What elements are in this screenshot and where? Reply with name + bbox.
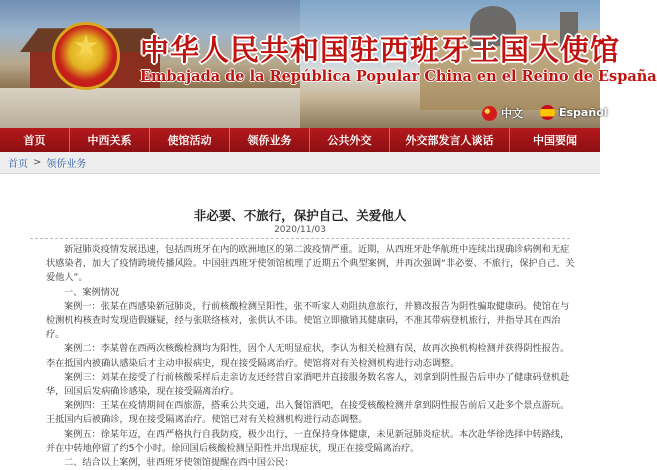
nav-item-spokesperson[interactable]: 外交部发言人谈话 — [390, 128, 510, 152]
title-divider — [30, 238, 570, 239]
nav-item-relations[interactable]: 中西关系 — [70, 128, 150, 152]
nav-item-home[interactable]: 首页 — [0, 128, 70, 152]
breadcrumb-current-link[interactable]: 领侨业务 — [46, 159, 87, 170]
article-paragraph-case-5: 案例五：徐某年迈，在西严格执行自我防疫，极少出行，一直保持身体健康，未见新冠肺炎症状。本次赴华徐选择中转路线，并在中转地停留了约5个小时。徐回国后核酸检测呈阳性并出现症状，现正在接受隔离治疗。 — [46, 428, 570, 454]
header-banner — [0, 0, 657, 128]
nav-item-consular[interactable]: 领侨业务 — [230, 128, 310, 152]
article-section-heading: 一、案例情况 — [64, 286, 120, 298]
article-paragraph-intro: 新冠肺炎疫情发展迅速，包括西班牙在内的欧洲地区的第二波疫情严重。近期，从西班牙赴华航班中连续出现确诊病例和无症状感染者，加大了疫情跨境传播风险。中国驻西班牙使领馆梳理了近期五个典型案例，并再次强调“非必要、不旅行，保护自己、关爱他人”。 — [46, 244, 575, 284]
site-title-spanish: Embajada de la República Popular China en el Reino de España — [140, 68, 657, 85]
breadcrumb-home-link[interactable]: 首页 — [8, 159, 28, 170]
site-title-chinese: 中华人民共和国驻西班牙王国大使馆 — [140, 33, 621, 67]
article-paragraph-case-4: 案例四：王某在疫情期间在西旅游，搭乘公共交通，出入餐馆酒吧，在接受核酸检测并拿到阴性报告前后又赴多个景点游玩。王抵国内后被确诊，现在接受隔离治疗。使馆已对有关检测机构进行动态调整。 — [46, 400, 570, 426]
national-emblem-icon[interactable] — [52, 22, 120, 90]
article-paragraph-case-1: 案例一：张某在西感染新冠肺炎，行前核酸检测呈阳性，张不听家人劝阻执意旅行，并篡改报告为阴性骗取健康码。使馆在与检测机构核查时发现造假嫌疑，经与张联络核对，张供认不讳。使馆立即撤销其健康码，不准其带病登机旅行，并指导其在西治疗。 — [46, 300, 570, 341]
article-title: 非必要、不旅行，保护自己、关爱他人 — [193, 208, 407, 223]
lang-switch-chinese[interactable] — [482, 105, 523, 121]
article-section-heading-2: 二、结合以上案例，驻西班牙使领馆提醒在西中国公民： — [64, 457, 294, 469]
breadcrumb-separator: > — [33, 157, 42, 168]
lang-label-spanish: Español — [559, 106, 608, 119]
nav-item-china-news[interactable]: 中国要闻 — [533, 134, 577, 147]
nav-item-public-diplomacy[interactable]: 公共外交 — [310, 128, 390, 152]
article-body — [46, 243, 578, 470]
article-date: 2020/11/03 — [274, 225, 326, 235]
main-nav — [0, 128, 600, 152]
china-flag-icon — [482, 106, 497, 121]
breadcrumb — [0, 152, 600, 174]
lang-label-chinese: 中文 — [501, 107, 523, 120]
article-paragraph-case-2: 案例二：李某曾在西两次核酸检测均为阳性，因个人无明显症状，李认为相关检测有误，故再次换机构检测并获得阴性报告。李在抵国内被确认感染后才主动申报病史，现在接受隔离治疗。使馆将对有关检测机构进行动态调整。 — [46, 343, 570, 369]
spain-flag-icon — [540, 105, 555, 120]
article-paragraph-case-3: 案例三：刘某在接受了行前核酸采样后走亲访友还经营自家酒吧并直接服务数名客人，刘拿到阴性报告后申办了健康码登机赴华，回国后发病确诊感染，现在接受隔离治疗。 — [46, 371, 570, 398]
palace-courtyard-image — [0, 88, 300, 128]
nav-item-embassy-activities[interactable]: 使馆活动 — [150, 128, 230, 152]
lang-switch-spanish[interactable] — [540, 105, 608, 120]
